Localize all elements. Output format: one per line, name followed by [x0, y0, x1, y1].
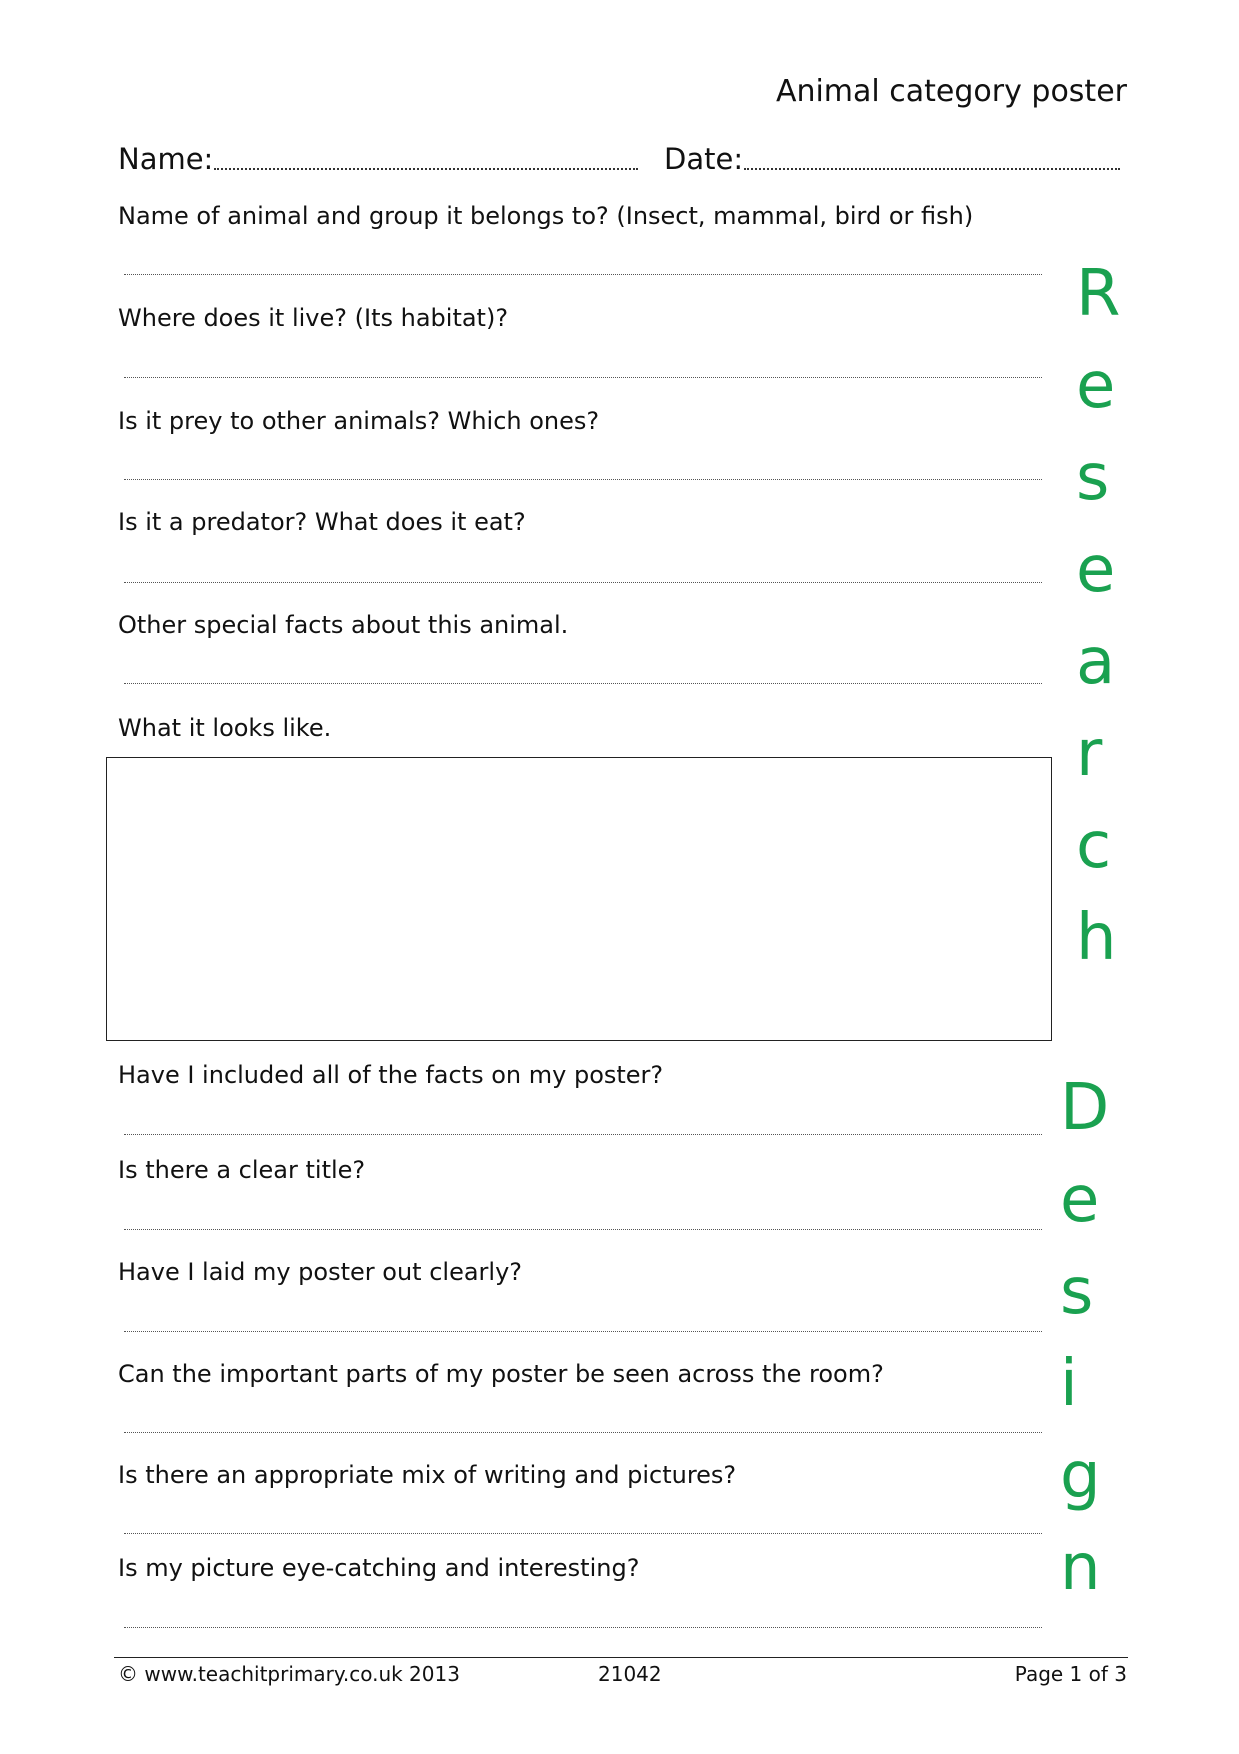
design-letter-g: g	[1060, 1439, 1101, 1513]
design-letter-s: s	[1060, 1255, 1094, 1329]
research-letter-c: c	[1076, 809, 1112, 883]
research-letter-r: R	[1076, 257, 1121, 331]
research-answer-line-5[interactable]	[124, 683, 1042, 684]
research-answer-line-4[interactable]	[124, 582, 1042, 583]
page-title: Animal category poster	[775, 74, 1127, 109]
research-letter-r2: r	[1076, 717, 1103, 791]
research-letter-s: s	[1076, 441, 1110, 515]
footer-page-number: Page 1 of 3	[1014, 1662, 1127, 1686]
design-answer-line-5[interactable]	[124, 1533, 1042, 1534]
research-answer-line-3[interactable]	[124, 479, 1042, 480]
research-question-3: Is it prey to other animals? Which ones?	[118, 407, 600, 435]
design-answer-line-6[interactable]	[124, 1627, 1042, 1628]
research-answer-line-2[interactable]	[124, 377, 1042, 378]
research-question-4: Is it a predator? What does it eat?	[118, 508, 526, 536]
research-question-2: Where does it live? (Its habitat)?	[118, 304, 509, 332]
design-answer-line-4[interactable]	[124, 1432, 1042, 1433]
design-answer-line-1[interactable]	[124, 1134, 1042, 1135]
footer-code: 21042	[598, 1662, 662, 1686]
research-question-6: What it looks like.	[118, 714, 332, 742]
design-question-5: Is there an appropriate mix of writing and pictures?	[118, 1461, 737, 1489]
design-letter-d: D	[1060, 1071, 1110, 1145]
research-letter-e2: e	[1076, 533, 1116, 607]
design-question-6: Is my picture eye-catching and interesting?	[118, 1554, 640, 1582]
research-letter-e1: e	[1076, 349, 1116, 423]
design-letter-e: e	[1060, 1163, 1100, 1237]
design-question-3: Have I laid my poster out clearly?	[118, 1258, 523, 1286]
research-question-5: Other special facts about this animal.	[118, 611, 569, 639]
footer-divider	[114, 1657, 1128, 1658]
footer-copyright: © www.teachitprimary.co.uk 2013	[118, 1662, 460, 1686]
date-field[interactable]	[744, 168, 1120, 170]
research-question-1: Name of animal and group it belongs to? (Insect, mammal, bird or fish)	[118, 202, 974, 230]
name-label: Name:	[118, 142, 214, 176]
design-question-4: Can the important parts of my poster be seen across the room?	[118, 1360, 884, 1388]
research-answer-line-1[interactable]	[124, 274, 1042, 275]
design-answer-line-2[interactable]	[124, 1229, 1042, 1230]
drawing-box[interactable]	[106, 757, 1052, 1041]
date-label: Date:	[664, 142, 744, 176]
design-question-1: Have I included all of the facts on my poster?	[118, 1061, 664, 1089]
design-answer-line-3[interactable]	[124, 1331, 1042, 1332]
design-question-2: Is there a clear title?	[118, 1156, 366, 1184]
research-letter-h: h	[1076, 901, 1117, 975]
design-letter-n: n	[1060, 1531, 1101, 1605]
design-letter-i: i	[1060, 1347, 1078, 1421]
name-field[interactable]	[214, 168, 638, 170]
research-letter-a: a	[1076, 625, 1116, 699]
